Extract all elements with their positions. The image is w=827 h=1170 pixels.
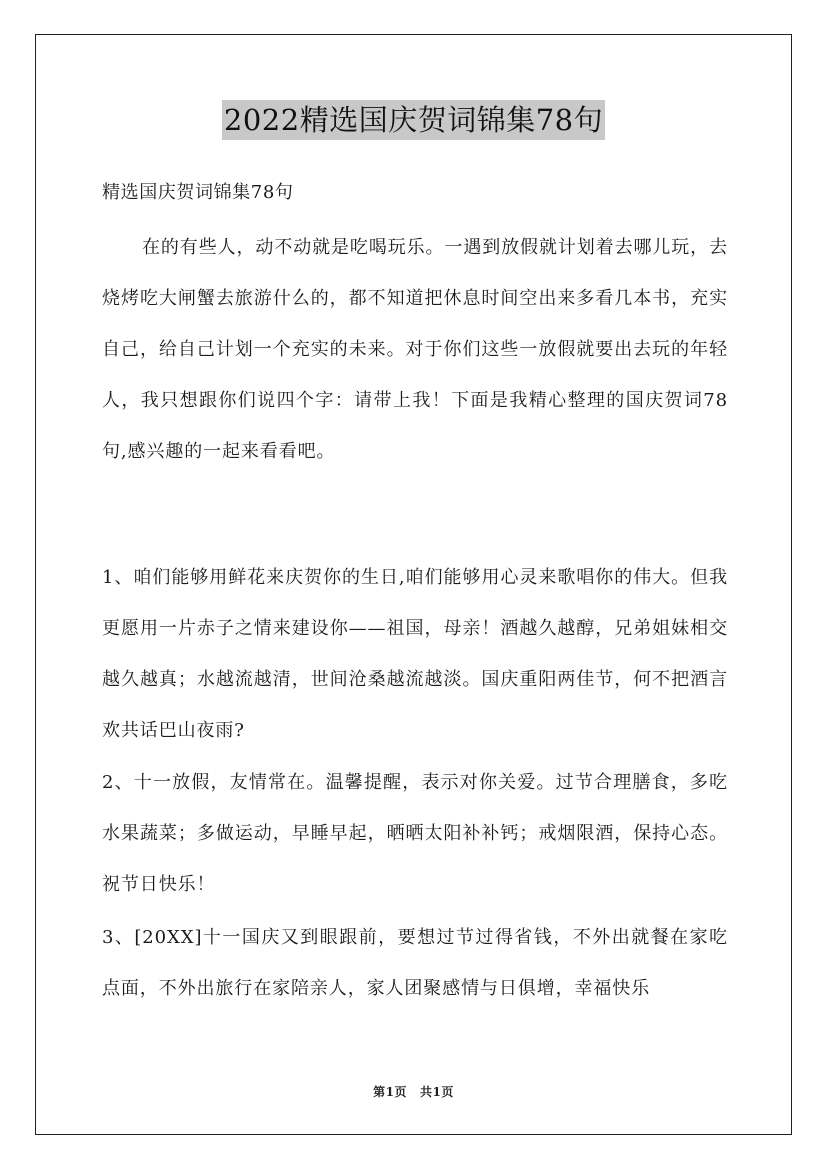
page-footer — [0, 1083, 827, 1100]
document-title: 2022精选国庆贺词锦集78句 — [222, 100, 605, 140]
list-item: 1、咱们能够用鲜花来庆贺你的生日,咱们能够用心灵来歌唱你的伟大。但我更愿用一片赤子之情来建设你——祖国，母亲！酒越久越醇，兄弟姐妹相交越久越真；水越流越清，世间沧桑越流越淡。国庆重阳两佳节，何不把酒言欢共话巴山夜雨? — [102, 567, 728, 741]
title-container — [0, 100, 827, 140]
intro-paragraph: 在的有些人，动不动就是吃喝玩乐。一遇到放假就计划着去哪儿玩，去烧烤吃大闸蟹去旅游什么的，都不知道把休息时间空出来多看几本书，充实自己，给自己计划一个充实的未来。对于你们这些一放假就要出去玩的年轻人，我只想跟你们说四个字：请带上我！下面是我精心整理的国庆贺词78句,感兴趣的一起来看看吧。 — [102, 237, 728, 462]
list-item: 3、[20XX]十一国庆又到眼跟前，要想过节过得省钱，不外出就餐在家吃点面，不外出旅行在家陪亲人，家人团聚感情与日俱增，幸福快乐 — [102, 927, 728, 999]
list-item: 2、十一放假，友情常在。温馨提醒，表示对你关爱。过节合理膳食，多吃水果蔬菜；多做运动，早睡早起，晒晒太阳补补钙；戒烟限酒，保持心态。祝节日快乐！ — [102, 772, 728, 895]
page-total: 共1页 — [419, 1085, 454, 1099]
page-number: 第1页 — [373, 1085, 408, 1099]
document-subtitle: 精选国庆贺词锦集78句 — [102, 182, 294, 203]
